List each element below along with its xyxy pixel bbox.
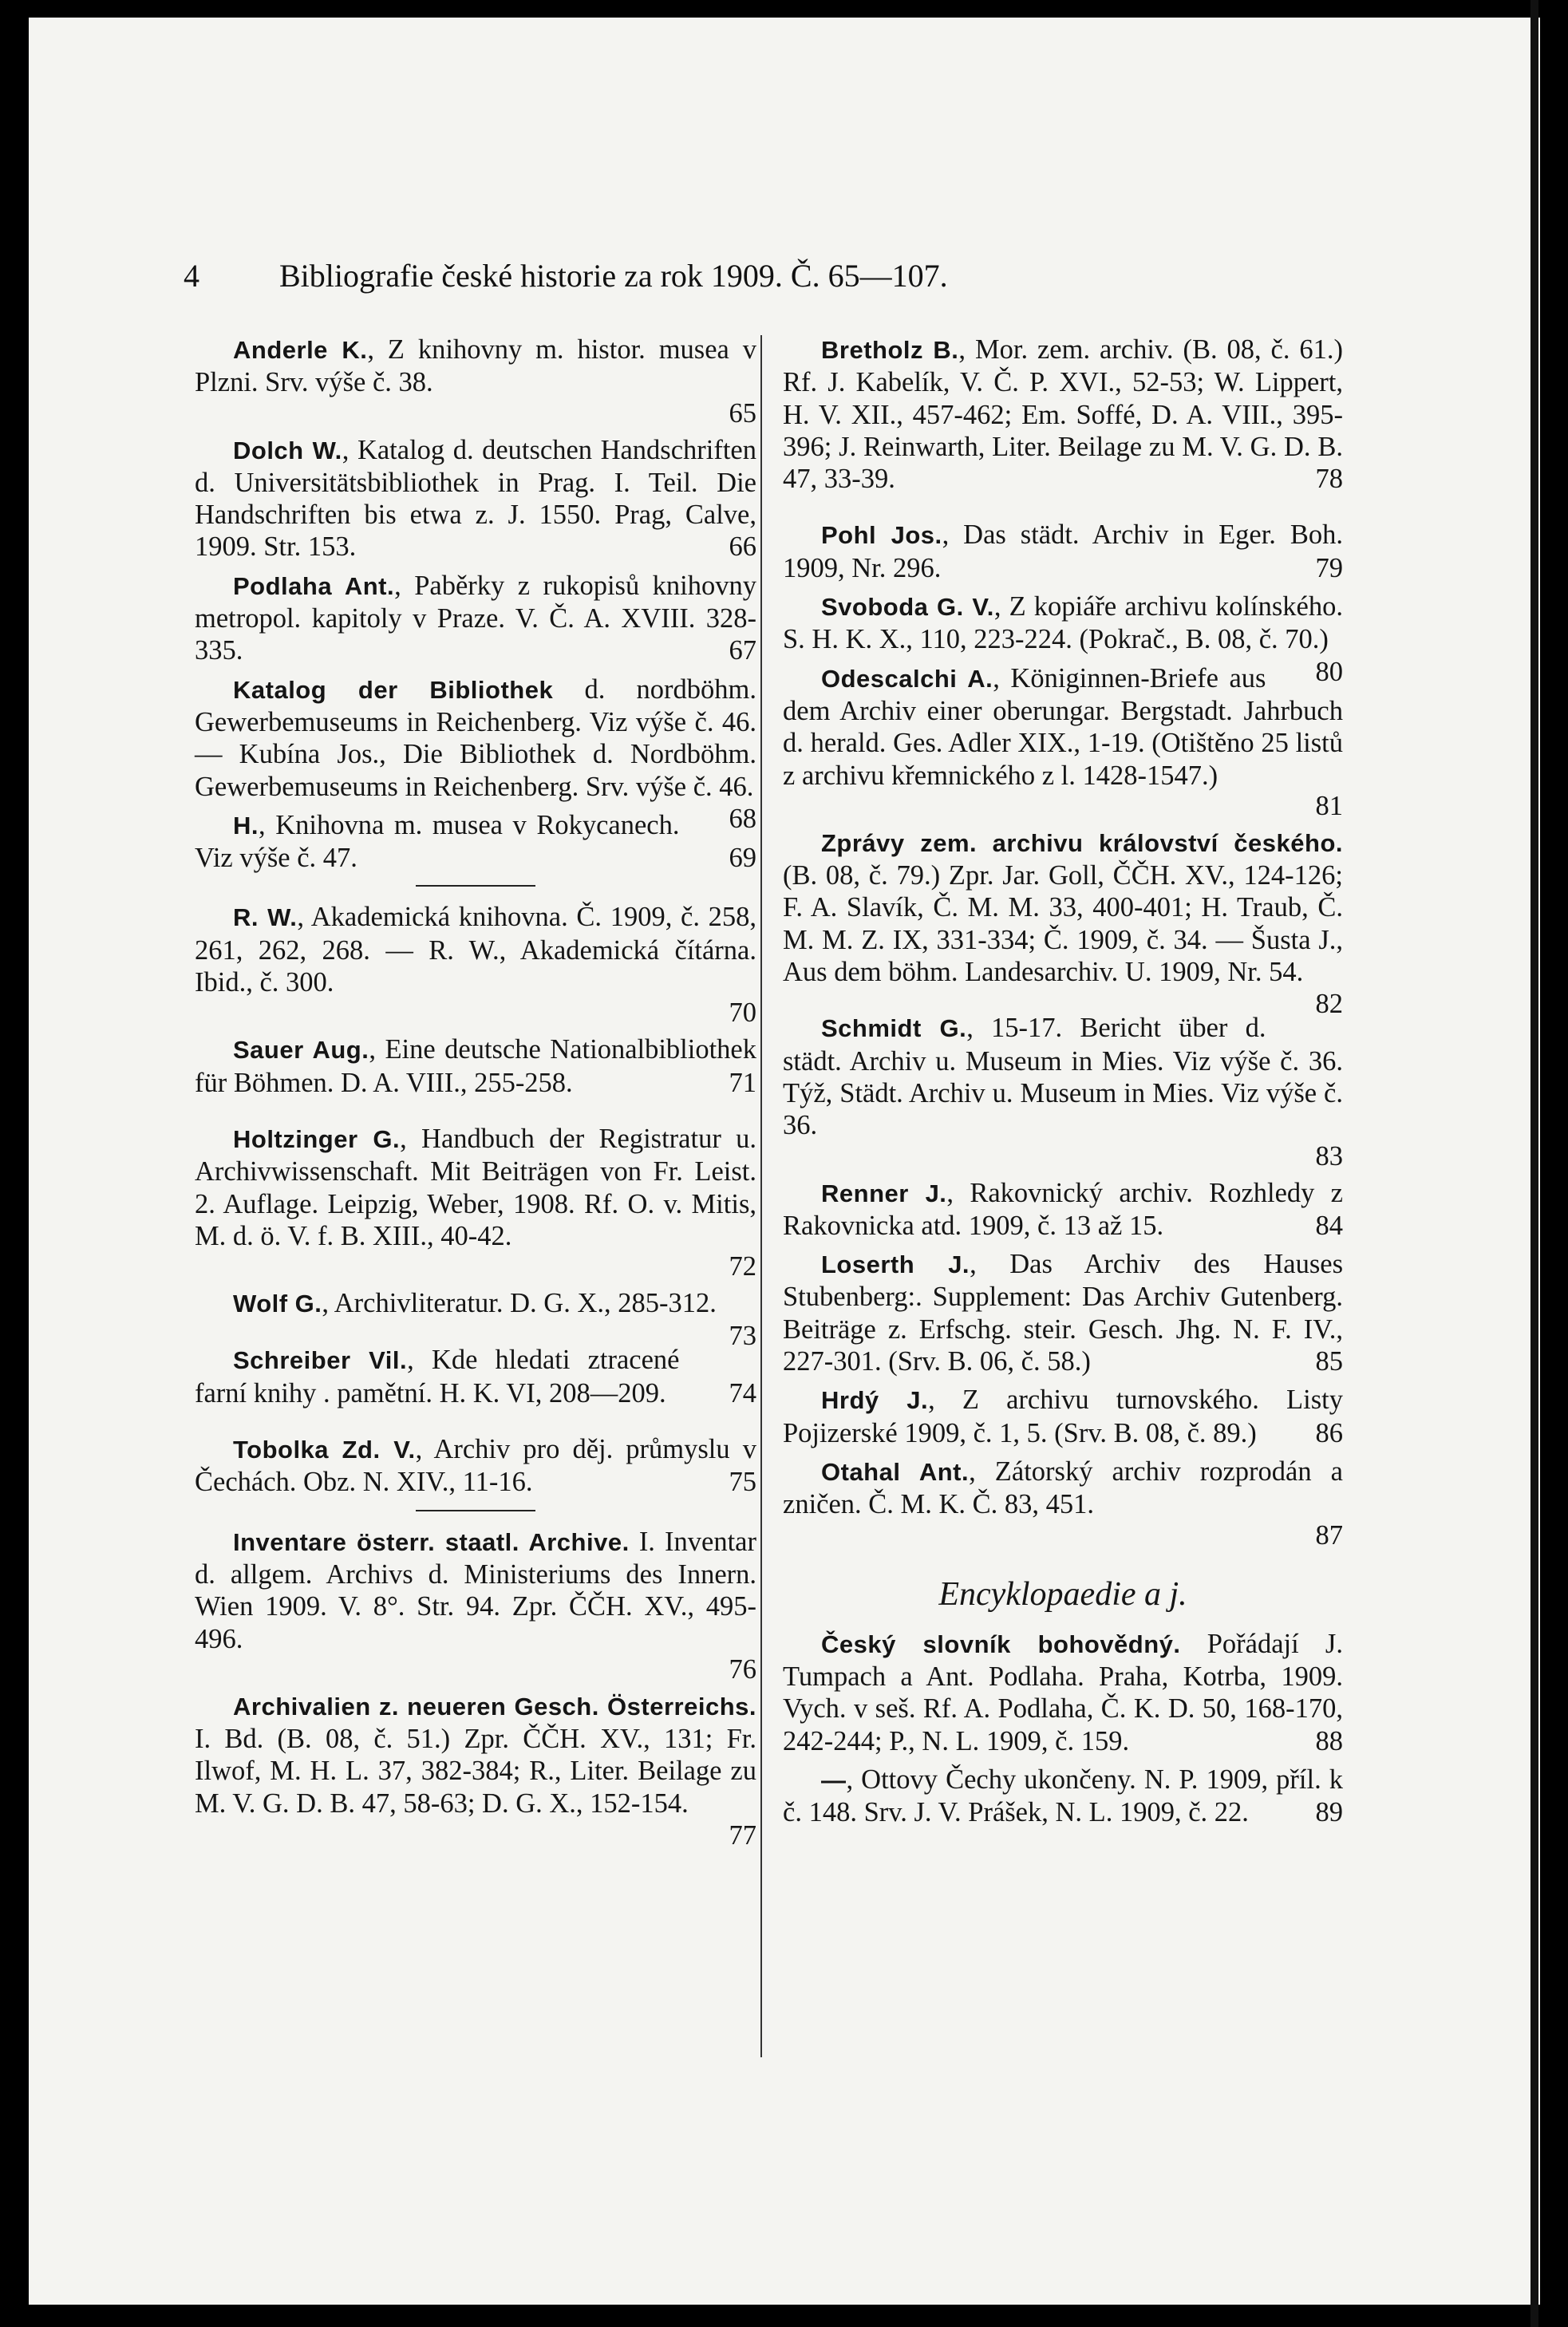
spacer — [783, 994, 1343, 1012]
spacer — [783, 501, 1343, 519]
entry-88 — [783, 1628, 1343, 1757]
entry-text: , Z archivu turnovského. Listy Pojizerské 1909, č. 1, 5. (Srv. B. 08, č. 89.) — [783, 1385, 1343, 1448]
entry-text: , Rakovnický archiv. Rozhledy z Rakovnicka atd. 1909, č. 13 až 15. — [783, 1177, 1343, 1241]
entry-82 — [783, 827, 1343, 1020]
spacer — [195, 1416, 756, 1433]
page-header — [184, 257, 948, 294]
entry-75 — [195, 1433, 756, 1499]
entry-text: , Zátorský archiv rozprodán a zničen. Č. M. K. Č. 83, 451. — [783, 1456, 1343, 1520]
entry-text: I. Inventar d. allgem. Archivs d. Ministeriums des Innern. Wien 1909. V. 8°. Str. 94. Zpr. ČČH. XV., 495-496. — [195, 1526, 756, 1654]
entry-text: , Das städt. Archiv in Eger. Boh. 1909, Nr. 296. — [783, 520, 1344, 583]
entry-text: d. nordböhm. Gewerbemuseums in Reichenberg. Viz výše č. 46. — Kubína Jos., Die Bibliothek d. Nordböhm. Gewerbemuseums in Reichenberg. Srv. výše č. 46. — [195, 674, 756, 802]
entry-text: , Katalog d. deutschen Handschriften d. Universitätsbibliothek in Prag. I. Teil. Die Handschriften bis etwa z. J. 1550. Prag, Calve, 1909. Str. 153. — [195, 434, 756, 563]
entry-author: Hrdý J. — [821, 1386, 929, 1415]
entry-89 — [783, 1764, 1343, 1829]
entry-author: Odescalchi A. — [821, 664, 993, 693]
entry-number: 70 — [729, 998, 756, 1029]
entry-71 — [195, 1033, 756, 1099]
entry-author: R. W. — [233, 903, 298, 932]
entry-text: , Z knihovny m. histor. musea v Plzni. Srv. výše č. 38. — [195, 334, 756, 398]
entry-number: 89 — [1315, 1797, 1343, 1828]
page-title: Bibliografie české historie za rok 1909. Č. 65—107. — [279, 258, 948, 294]
entry-number: 84 — [1315, 1210, 1343, 1241]
entry-text: , Akademická knihovna. Č. 1909, č. 258, 261, 262, 268. — R. W., Akademická čítárna. Ibid., č. 300. — [195, 902, 757, 998]
entry-81 — [783, 662, 1343, 820]
entry-author: Otahal Ant. — [821, 1457, 970, 1486]
entry-author: Anderle K. — [233, 336, 368, 364]
entry-number: 76 — [729, 1653, 756, 1685]
spacer — [195, 1326, 756, 1344]
entry-author: Katalog der Bibliothek — [233, 675, 554, 704]
entry-number: 77 — [729, 1819, 756, 1851]
entry-number: 81 — [1315, 790, 1343, 821]
entry-author: Archivalien z. neueren Gesch. Österreichs. — [233, 1692, 756, 1721]
entry-author: Loserth J. — [821, 1250, 970, 1279]
entry-text: , Archivliteratur. D. G. X., 285-312. — [322, 1288, 717, 1319]
entry-author: Holtzinger G. — [233, 1124, 401, 1153]
entry-text: , Knihovna m. musea v Rokycanech. Viz výše č. 47. — [195, 809, 680, 874]
entry-number: 74 — [729, 1377, 756, 1408]
entry-author: Zprávy zem. archivu království českého. — [821, 828, 1343, 857]
separator-rule — [416, 885, 535, 887]
entry-number: 66 — [729, 531, 756, 563]
entry-79 — [783, 519, 1343, 584]
entry-author: Tobolka Zd. V. — [233, 1436, 416, 1464]
entry-87 — [783, 1456, 1343, 1550]
entry-86 — [783, 1384, 1343, 1449]
entry-number: 85 — [1315, 1346, 1343, 1377]
entry-text: (B. 08, č. 79.) Zpr. Jar. Goll, ČČH. XV., 124-126; F. A. Slavík, Č. M. M. 33, 400-401; H. Traub, Č. M. M. Z. IX, 331-334; Č. 1909, č. 34. — Šusta J., Aus dem böhm. Landesarchiv. U. 1909, Nr. 54. — [783, 860, 1343, 988]
left-column — [195, 334, 756, 1851]
section-title: Encyklopaedie a j. — [938, 1575, 1187, 1613]
entry-text: , Archiv pro děj. průmyslu v Čechách. Obz. N. XIV., 11-16. — [195, 1434, 756, 1498]
entry-number: 86 — [1315, 1417, 1343, 1448]
entry-number: 88 — [1315, 1725, 1343, 1756]
entry-76 — [195, 1526, 756, 1684]
entry-text: , 15-17. Bericht über d. städt. Archiv u. Museum in Mies. Viz výše č. 36. Týž, Städt. Archiv u. Museum in Mies. Viz výše č. 36. — [783, 1013, 1343, 1141]
entry-text: , Z kopiáře archivu kolínského. S. H. K. X., 110, 223-224. (Pokrač., B. 08, č. 70.) — [783, 591, 1343, 655]
separator-rule — [416, 1510, 535, 1511]
entry-72 — [195, 1123, 756, 1281]
entry-author: Svoboda G. V. — [821, 593, 994, 622]
entry-number: 69 — [729, 843, 756, 874]
entry-83 — [783, 1012, 1343, 1170]
entry-number: 72 — [729, 1251, 756, 1282]
entry-70 — [195, 901, 756, 1027]
entry-67 — [195, 570, 756, 667]
entry-author: — — [821, 1765, 847, 1794]
entry-number: 73 — [729, 1321, 756, 1352]
spacer — [195, 1105, 756, 1123]
column-divider — [760, 335, 762, 2057]
right-column — [783, 334, 1343, 1835]
entry-68 — [195, 674, 756, 834]
entry-66 — [195, 434, 756, 563]
page-number: 4 — [184, 258, 199, 294]
entry-number: 75 — [729, 1467, 756, 1498]
entry-author: Podlaha Ant. — [233, 571, 395, 600]
entry-text: , Eine deutsche Nationalbibliothek für Böhmen. D. A. VIII., 255-258. — [195, 1034, 756, 1098]
entry-text: , Ottovy Čechy ukončeny. N. P. 1909, příl. k č. 148. Srv. J. V. Prášek, N. L. 1909, č. 22. — [783, 1764, 1343, 1828]
entry-author: Pohl Jos. — [821, 521, 942, 550]
entry-author: Wolf G. — [233, 1290, 322, 1318]
entry-text: , Kde hledati ztracené farní knihy . pamětní. H. K. VI, 208—209. — [195, 1345, 680, 1408]
entry-number: 67 — [729, 635, 756, 666]
entry-number: 82 — [1315, 989, 1343, 1020]
entry-author: Inventare österr. staatl. Archive. — [233, 1527, 630, 1556]
entry-number: 68 — [729, 803, 756, 834]
entry-number: 83 — [1315, 1140, 1343, 1171]
entry-number: 80 — [1315, 656, 1343, 687]
entry-text: , Mor. zem. archiv. (B. 08, č. 61.) Rf. J. Kabelík, V. Č. P. XVI., 52-53; W. Lippert, H. V. XII., 457-462; Em. Soffé, D. A. VIII., 395-396; J. Reinwarth, Liter. Beilage zu M. V. G. D. B. 47, 33-39. — [783, 334, 1343, 495]
entry-author: Renner J. — [821, 1179, 947, 1207]
entry-69 — [195, 809, 756, 875]
entry-text: I. Bd. (B. 08, č. 51.) Zpr. ČČH. XV., 131; Fr. Ilwof, M. H. L. 37, 382-384; R., Liter. Beilage zu M. V. G. D. B. 47, 58-63; D. G. X., 152-154. — [195, 1724, 756, 1819]
entry-73 — [195, 1287, 756, 1352]
entry-text: , Das Archiv des Hauses Stubenberg:. Supplement: Das Archiv Gutenberg. Beiträge z. Erfschg. steir. Gesch. Jhg. N. F. IV., 227-301. (Srv. B. 06, č. 58.) — [783, 1249, 1343, 1377]
page-edge — [1530, 0, 1538, 2327]
scan-border — [1540, 0, 1568, 2327]
entry-84 — [783, 1177, 1343, 1243]
entry-number: 78 — [1315, 464, 1343, 495]
entry-text: , Paběrky z rukopisů knihovny metropol. kapitoly v Praze. V. Č. A. XVIII. 328-335. — [195, 570, 756, 666]
entry-77 — [195, 1690, 756, 1851]
entry-number: 87 — [1315, 1519, 1343, 1551]
entry-text: , Königinnen-Briefe aus dem Archiv einer oberungar. Bergstadt. Jahrbuch d. herald. Ges. Adler XIX., 1-19. (Otištěno 25 listů z archivu křemnického z l. 1428-1547.) — [783, 662, 1343, 791]
entry-author: Schreiber Vil. — [233, 1346, 408, 1375]
entry-author: Schmidt G. — [821, 1014, 967, 1043]
entry-number: 71 — [729, 1067, 756, 1098]
entry-text: Pořádají J. Tumpach a Ant. Podlaha. Praha, Kotrba, 1909. Vych. v seš. Rf. A. Podlaha, Č. K. D. 50, 168-170, 242-244; P., N. L. 1909, č. 159. — [783, 1628, 1343, 1756]
entry-78 — [783, 334, 1343, 495]
entry-author: H. — [233, 811, 259, 840]
entry-number: 65 — [729, 397, 756, 429]
entry-author: Český slovník bohovědný. — [821, 1630, 1181, 1658]
entry-85 — [783, 1248, 1343, 1377]
entry-author: Sauer Aug. — [233, 1036, 369, 1065]
entry-65 — [195, 334, 756, 428]
entry-author: Bretholz B. — [821, 336, 959, 364]
entry-74 — [195, 1344, 756, 1409]
entry-number: 79 — [1315, 552, 1343, 583]
entry-author: Dolch W. — [233, 436, 342, 464]
entry-text: , Handbuch der Registratur u. Archivwissenschaft. Mit Beiträgen von Fr. Leist. 2. Auflage. Leipzig, Weber, 1908. Rf. O. v. Mitis, M. d. ö. V. f. B. XIII., 40-42. — [195, 1123, 757, 1251]
